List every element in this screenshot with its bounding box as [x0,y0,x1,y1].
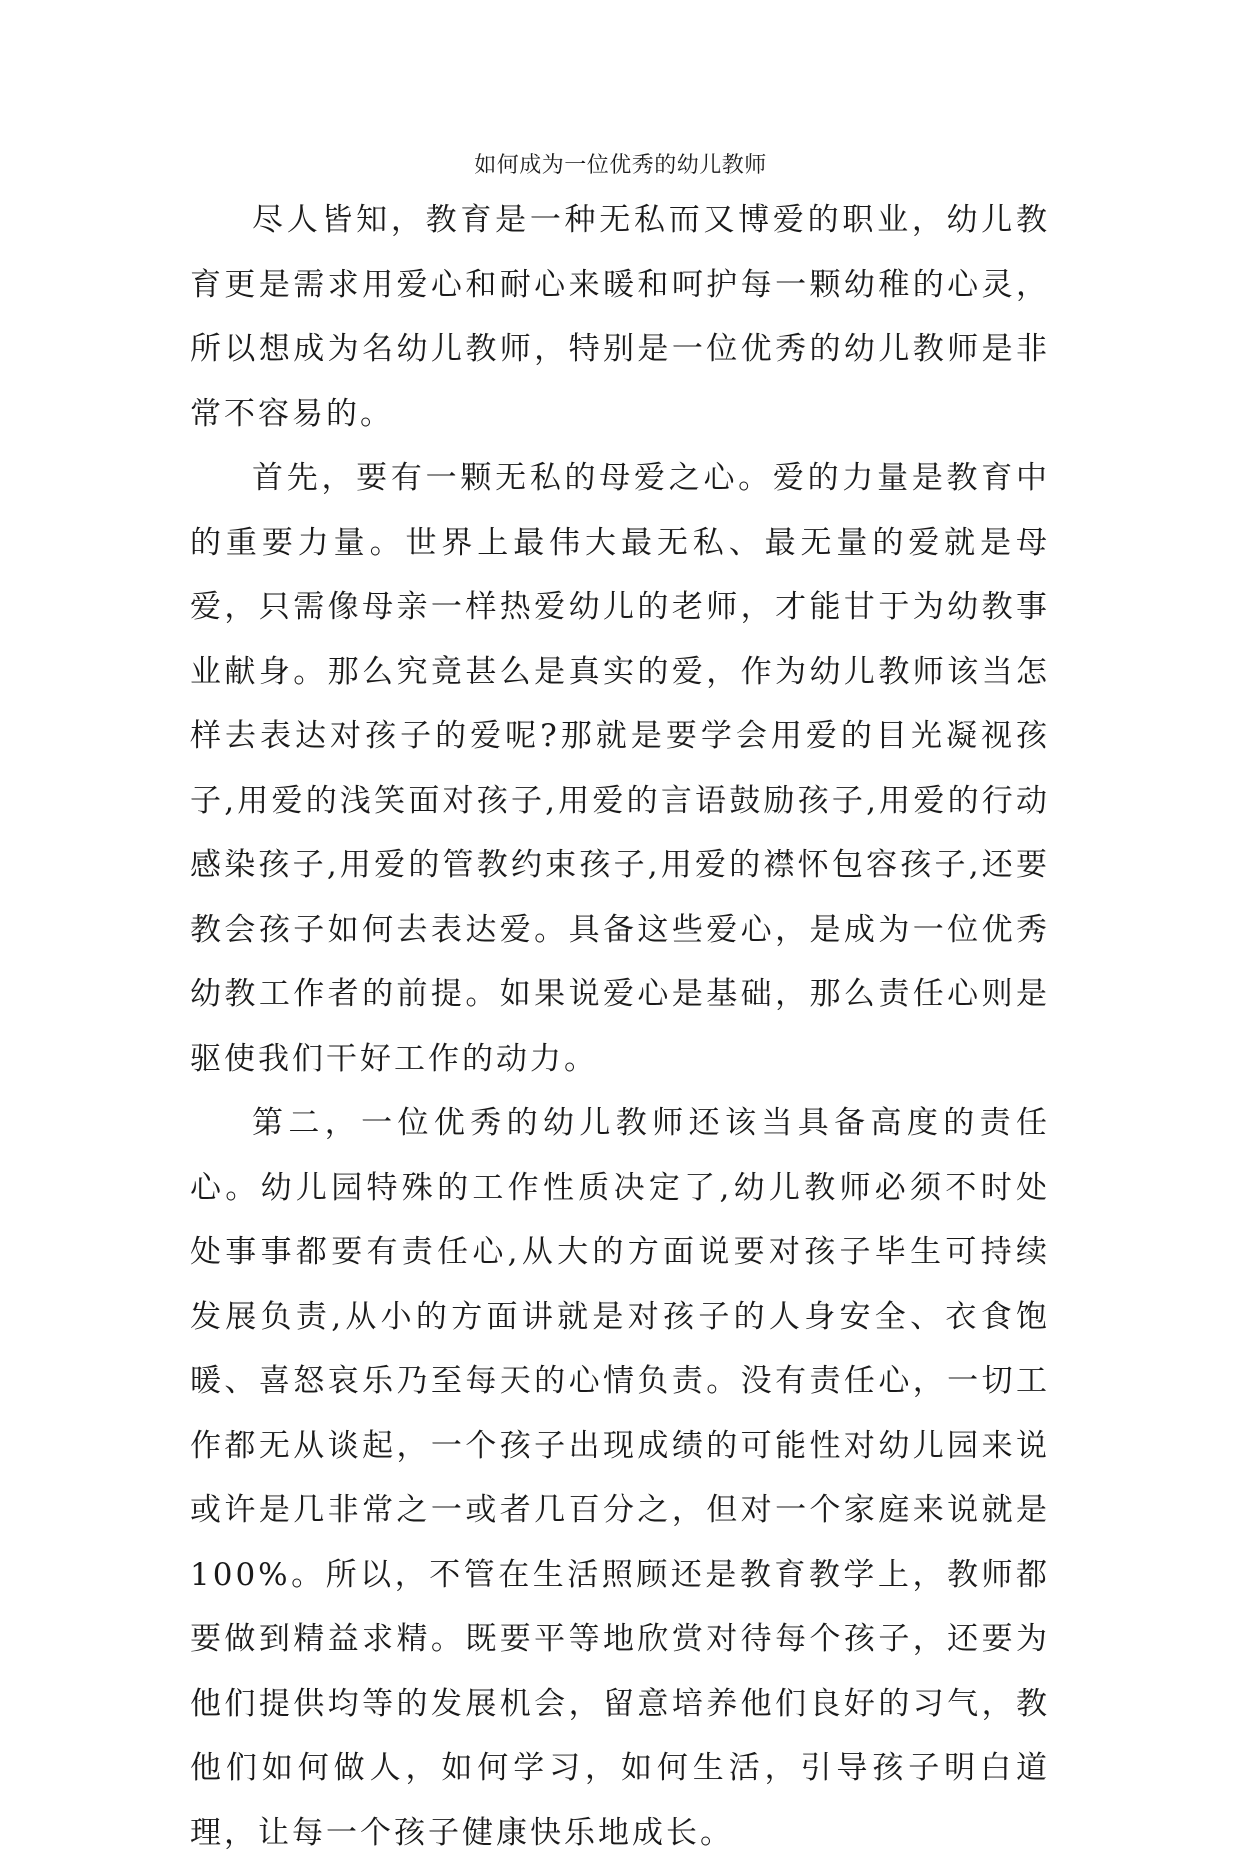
document-title: 如何成为一位优秀的幼儿教师 [474,153,767,178]
document-body [190,188,1050,1865]
paragraph-love: 首先，要有一颗无私的母爱之心。爱的力量是教育中的重要力量。世界上最伟大最无私、最无量的爱就是母爱，只需像母亲一样热爱幼儿的老师，才能甘于为幼教事业献身。那么究竟甚么是真实的爱，作为幼儿教师该当怎样去表达对孩子的爱呢?那就是要学会用爱的目光凝视孩子,用爱的浅笑面对孩子,用爱的言语鼓励孩子,用爱的行动感染孩子,用爱的管教约束孩子,用爱的襟怀包容孩子,还要教会孩子如何去表达爱。具备这些爱心，是成为一位优秀幼教工作者的前提。如果说爱心是基础，那么责任心则是驱使我们干好工作的动力。 [190,460,1050,1077]
paragraph-intro: 尽人皆知，教育是一种无私而又博爱的职业，幼儿教育更是需求用爱心和耐心来暖和呵护每一颗幼稚的心灵，所以想成为名幼儿教师，特别是一位优秀的幼儿教师是非常不容易的。 [190,202,1050,432]
paragraph-responsibility: 第二，一位优秀的幼儿教师还该当具备高度的责任心。幼儿园特殊的工作性质决定了,幼儿教师必须不时处处事事都要有责任心,从大的方面说要对孩子毕生可持续发展负责,从小的方面讲就是对孩子的人身安全、衣食饱暖、喜怒哀乐乃至每天的心情负责。没有责任心，一切工作都无从谈起，一个孩子出现成绩的可能性对幼儿园来说或许是几非常之一或者几百分之，但对一个家庭来说就是100%。所以，不管在生活照顾还是教育教学上，教师都要做到精益求精。既要平等地欣赏对待每个孩子，还要为他们提供均等的发展机会，留意培养他们良好的习气，教他们如何做人，如何学习，如何生活，引导孩子明白道理，让每一个孩子健康快乐地成长。 [190,1105,1050,1851]
